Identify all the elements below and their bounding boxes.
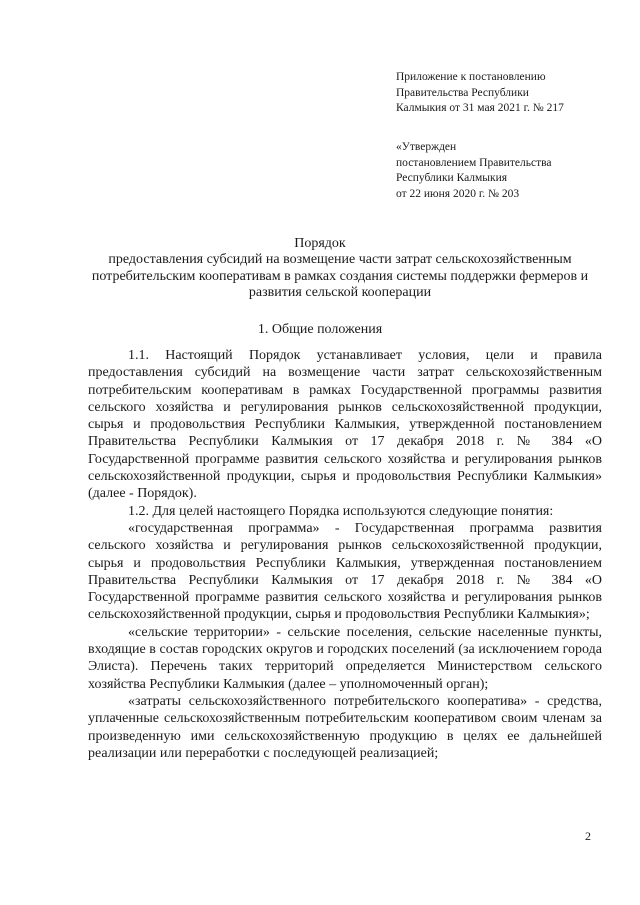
- appendix-note: [396, 70, 564, 117]
- paragraph: 1.1. Настоящий Порядок устанавливает условия, цели и правила предоставления субсидий на возмещение части затрат сельскохозяйственным потребительским кооперативам в рамках Государственной программы развития сельского хозяйства и регулирования рынков сельскохозяйственной продукции, сырья и продовольствия Республики Калмыкия, утвержденной постановлением Правительства Республики Калмыкия от 17 декабря 2018 г. № 384 «О Государственной программе развития сельского хозяйства и регулирования рынков сельскохозяйственной продукции, сырья и продовольствия Республики Калмыкия» (далее - Порядок).: [88, 348, 602, 502]
- document-body: [88, 347, 602, 762]
- appendix-line: Приложение к постановлению: [396, 71, 546, 83]
- paragraph: «сельские территории» - сельские поселения, сельские населенные пункты, входящие в состав городских округов и городских поселений (за исключением города Элиста). Перечень таких территорий определяется Министерством сельского хозяйства Республики Калмыкия (далее – уполномоченный орган);: [88, 624, 602, 692]
- appendix-line: Калмыкия от 31 мая 2021 г. № 217: [396, 102, 564, 114]
- paragraph: 1.2. Для целей настоящего Порядка используются следующие понятия:: [128, 503, 554, 519]
- document-title: Порядок: [294, 236, 346, 251]
- appendix-line: Правительства Республики: [396, 86, 529, 99]
- document-subtitle: предоставления субсидий на возмещение части затрат сельскохозяйственным потребительским кооперативам в рамках создания системы поддержки фермеров и развития сельской кооперации: [91, 252, 589, 300]
- approval-line: Республики Калмыкия: [396, 172, 508, 184]
- paragraph: «затраты сельскохозяйственного потребительского кооператива» - средства, уплаченные сельскохозяйственным потребительским кооперативом своим членам за произведенную ими сельскохозяйственную продукцию в целях ее дальнейшей реализации или переработки с последующей реализацией;: [88, 693, 602, 761]
- approval-note: [396, 140, 552, 202]
- section-heading: 1. Общие положения: [257, 322, 383, 337]
- page-number: 2: [585, 829, 591, 843]
- approval-line: постановлением Правительства: [396, 156, 552, 169]
- paragraph: «государственная программа» - Государственная программа развития сельского хозяйства и регулирования рынков сельскохозяйственной продукции, сырья и продовольствия Республики Калмыкия, утвержденная постановлением Правительства Республики Калмыкия от 17 декабря 2018 г. № 384 «О Государственной программе развития сельского хозяйства и регулирования рынков сельскохозяйственной продукции, сырья и продовольствия Республики Калмыкия»;: [88, 520, 602, 623]
- approval-line: «Утвержден: [396, 141, 457, 153]
- approval-line: от 22 июня 2020 г. № 203: [396, 187, 520, 200]
